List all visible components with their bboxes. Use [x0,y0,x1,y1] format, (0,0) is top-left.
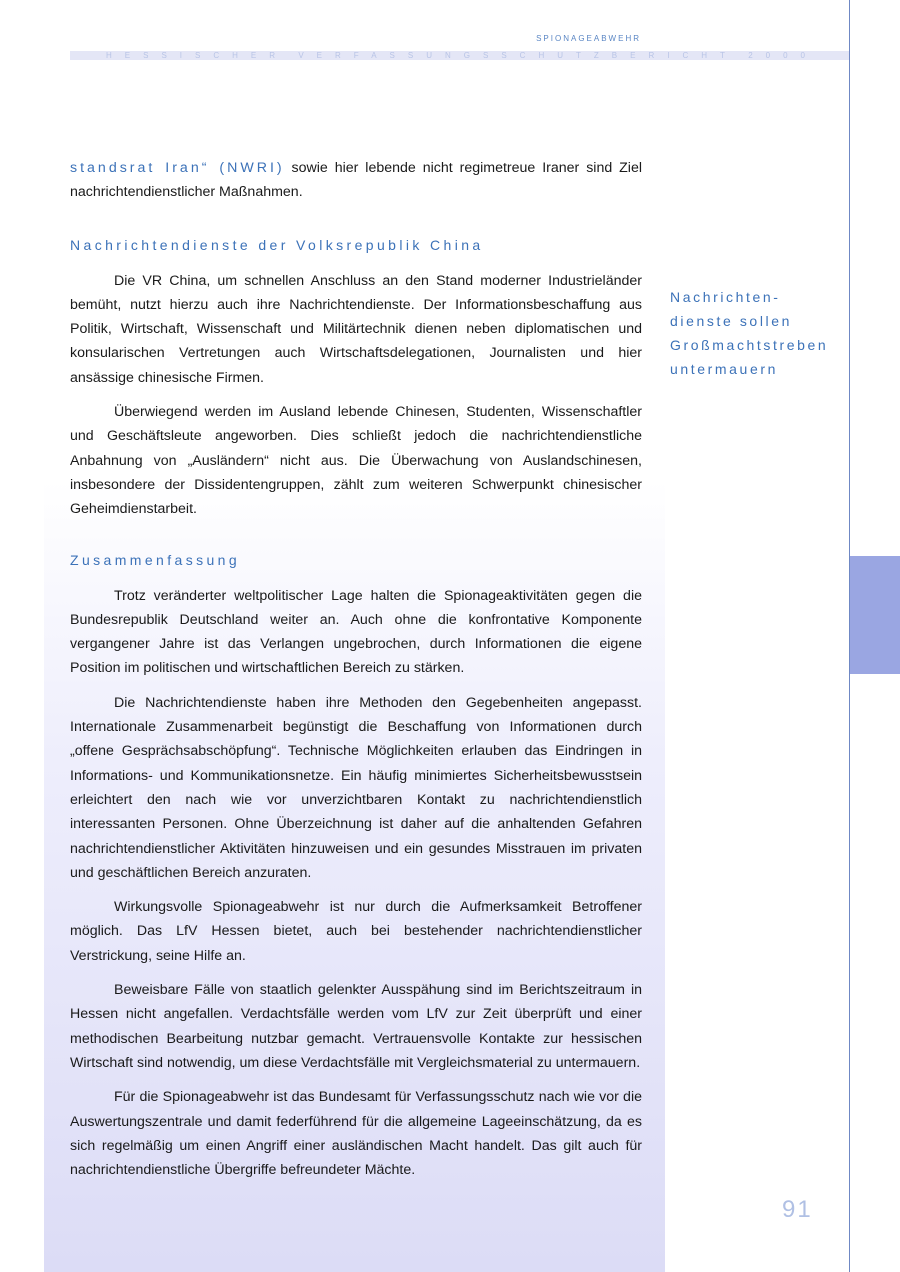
chapter-tab [850,556,900,674]
paragraph-summary-3: Wirkungsvolle Spionageabwehr ist nur durch die Aufmerksamkeit Betroffener möglich. Das LfV Hessen bietet, auch bei bestehender nachrichtendienstlicher Verstrickung, seine Hilfe an. [70,899,642,964]
running-header-word: 2000 [748,51,818,60]
heading-summary: Zusammenfassung [70,551,241,568]
margin-note [670,285,845,381]
paragraph-china-1: Die VR China, um schnellen Anschluss an den Stand moderner Industrieländer bemüht, nutzt hierzu auch ihre Nachrichtendienste. Der Informationsbeschaffung aus Politik, Wirtschaft, Wissenschaft und Militärtechnik dienen neben diplomatischen und konsularischen Vertretungen auch Wirtschaftsdelegationen, Journalisten und hier ansässige chinesische Firmen. [70,272,642,386]
paragraph-summary-5: Für die Spionageabwehr ist das Bundesamt für Verfassungsschutz nach wie vor die Auswertungszentrale und damit federführend für die allgemeine Lageeinschätzung, da es sich regelmäßig um einen Angriff einer ausländischen Macht handelt. Das gilt auch für nachrichtendienstliche Übergriffe befreundeter Mächte. [70,1089,642,1179]
section-label: SPIONAGEABWEHR [536,34,641,43]
heading-china: Nachrichtendienste der Volksrepublik China [70,236,484,253]
running-header [106,50,818,61]
margin-note-line: Nachrichten- [670,289,781,305]
paragraph-china-2: Überwiegend werden im Ausland lebende Chinesen, Studenten, Wissenschaftler und Geschäftsleute angeworben. Dies schließt jedoch die nachrichtendienstliche Anbahnung von „Ausländern“ nicht aus. Die Überwachung von Auslandschinesen, insbesondere der Dissidentengruppen, zählt zum weiteren Schwerpunkt chinesischer Geheimdienstarbeit. [70,404,642,518]
paragraph-summary-1: Trotz veränderter weltpolitischer Lage halten die Spionageaktivitäten gegen die Bundesrepublik Deutschland weiter an. Auch ohne die konfrontative Komponente vergangener Jahre ist das Verlangen ungebrochen, durch Informationen die eigene Position im politischen und wirtschaftlichen Bereich zu stärken. [70,587,642,677]
running-header-word: HESSISCHER [106,51,289,60]
page-number: 91 [782,1196,813,1223]
paragraph-summary-2: Die Nachrichtendienste haben ihre Methoden den Gegebenheiten angepasst. Internationale Zusammenarbeit begünstigt die Beschaffung von Informationen durch „offene Gesprächsabschöpfung“. Technische Möglichkeiten erlauben das Eindringen in Informations- und Kommunikationsnetze. Ein häufig minimiertes Sicherheitsbewusstsein erleichtert den nach wie vor unverzichtbaren Kontakt zu nachrichtendienstlich interessanten Personen. Ohne Überzeichnung ist daher auf die anhaltenden Gefahren nachrichtendienstlicher Aktivitäten hinzuweisen und ein gesundes Misstrauen im privaten und geschäftlichen Bereich anzuraten. [70,694,642,881]
main-text [70,156,642,1192]
margin-note-line: untermauern [670,361,778,377]
intro-emphasis: standsrat Iran“ (NWRI) [70,160,285,176]
intro-text: sowie hier lebende nicht regimetreue Iraner sind Ziel nachrichtendienstlicher Maßnahmen. [70,160,642,201]
margin-note-line: dienste sollen [670,313,793,329]
running-header-word: VERFASSUNGSSCHUTZBERICHT [298,51,738,60]
intro-paragraph [70,156,642,205]
paragraph-summary-4: Beweisbare Fälle von staatlich gelenkter Ausspähung sind im Berichtszeitraum in Hessen nicht angefallen. Verdachtsfälle werden vom LfV zur Zeit überprüft und einer methodischen Bearbeitung nutzbar gemacht. Vertrauensvolle Kontakte zur hessischen Wirtschaft sind notwendig, um diese Verdachtsfälle mit Vergleichsmaterial zu untermauern. [70,982,642,1071]
margin-note-line: Großmachtstreben [670,337,829,353]
